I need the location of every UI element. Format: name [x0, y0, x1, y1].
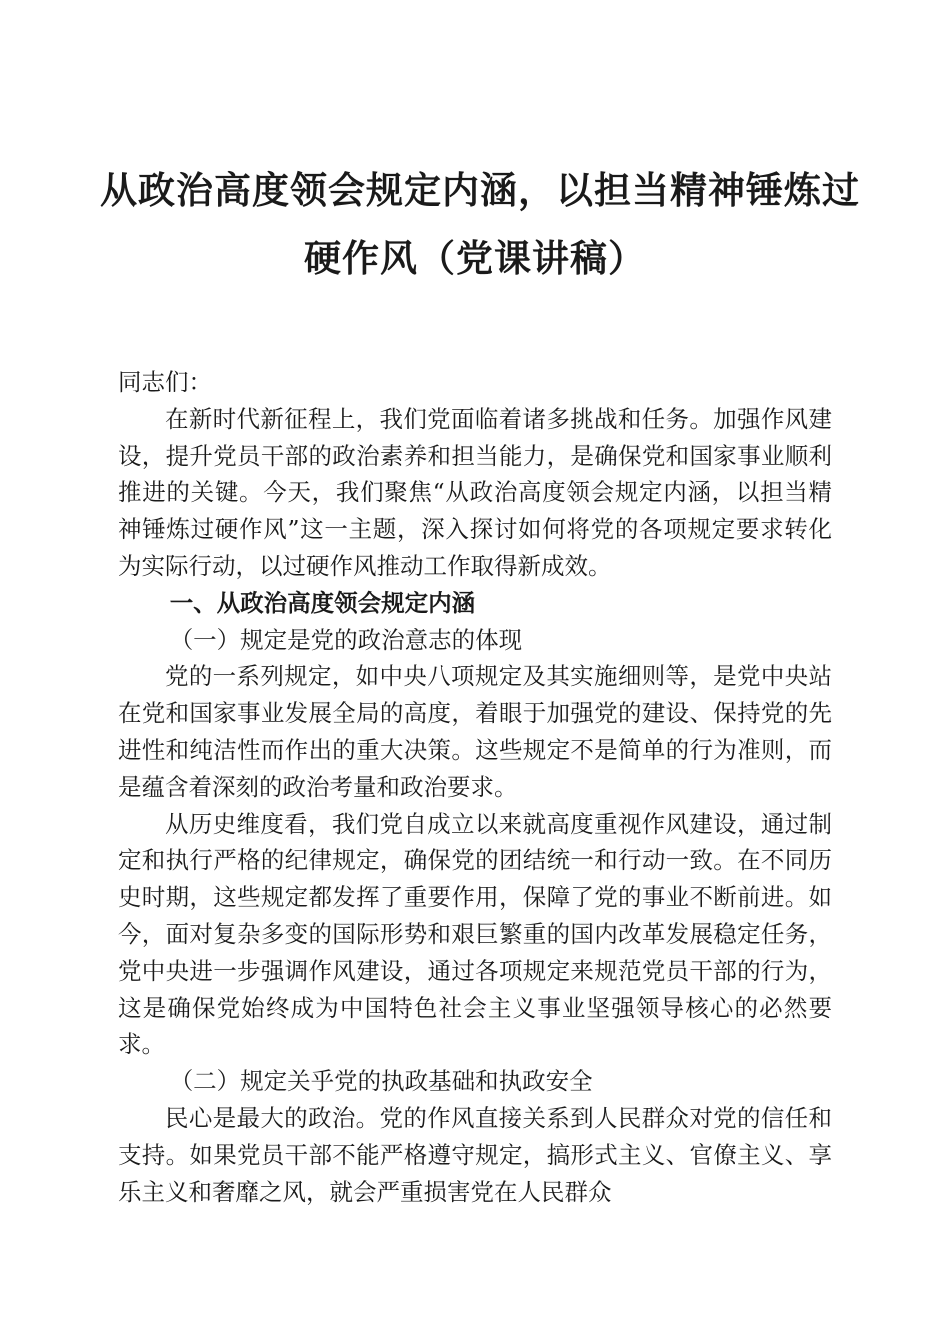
document-title-line-2: 硬作风（党课讲稿） — [304, 237, 646, 280]
document-body — [118, 364, 832, 1210]
intro-paragraph: 在新时代新征程上，我们党面临着诸多挑战和任务。加强作风建设，提升党员干部的政治素养和担当能力，是确保党和国家事业顺利推进的关键。今天，我们聚焦“从政治高度领会规定内涵，以担当精神锤炼过硬作风”这一主题，深入探讨如何将党的各项规定要求转化为实际行动，以过硬作风推动工作取得新成效。 — [118, 404, 832, 580]
section-1-heading: 一、从政治高度领会规定内涵 — [169, 588, 476, 617]
subsection-1-paragraph-2: 从历史维度看，我们党自成立以来就高度重视作风建设，通过制定和执行严格的纪律规定，确保党的团结统一和行动一致。在不同历史时期，这些规定都发挥了重要作用，保障了党的事业不断前进。如今，面对复杂多变的国际形势和艰巨繁重的国内改革发展稳定任务，党中央进一步强调作风建设，通过各项规定来规范党员干部的行为，这是确保党始终成为中国特色社会主义事业坚强领导核心的必然要求。 — [118, 809, 832, 1059]
subsection-2-paragraph-1: 民心是最大的政治。党的作风直接关系到人民群众对党的信任和支持。如果党员干部不能严格遵守规定，搞形式主义、官僚主义、享乐主义和奢靡之风，就会严重损害党在人民群众 — [118, 1103, 832, 1206]
subsection-1-heading: （一）规定是党的政治意志的体现 — [169, 625, 523, 654]
document-title-line-1: 从政治高度领会规定内涵，以担当精神锤炼过 — [100, 169, 860, 212]
subsection-2-heading: （二）规定关乎党的执政基础和执政安全 — [169, 1067, 593, 1096]
subsection-1-paragraph-1: 党的一系列规定，如中央八项规定及其实施细则等，是党中央站在党和国家事业发展全局的高度，着眼于加强党的建设、保持党的先进性和纯洁性而作出的重大决策。这些规定不是简单的行为准则，而是蕴含着深刻的政治考量和政治要求。 — [118, 662, 832, 801]
salutation: 同志们： — [118, 368, 212, 396]
